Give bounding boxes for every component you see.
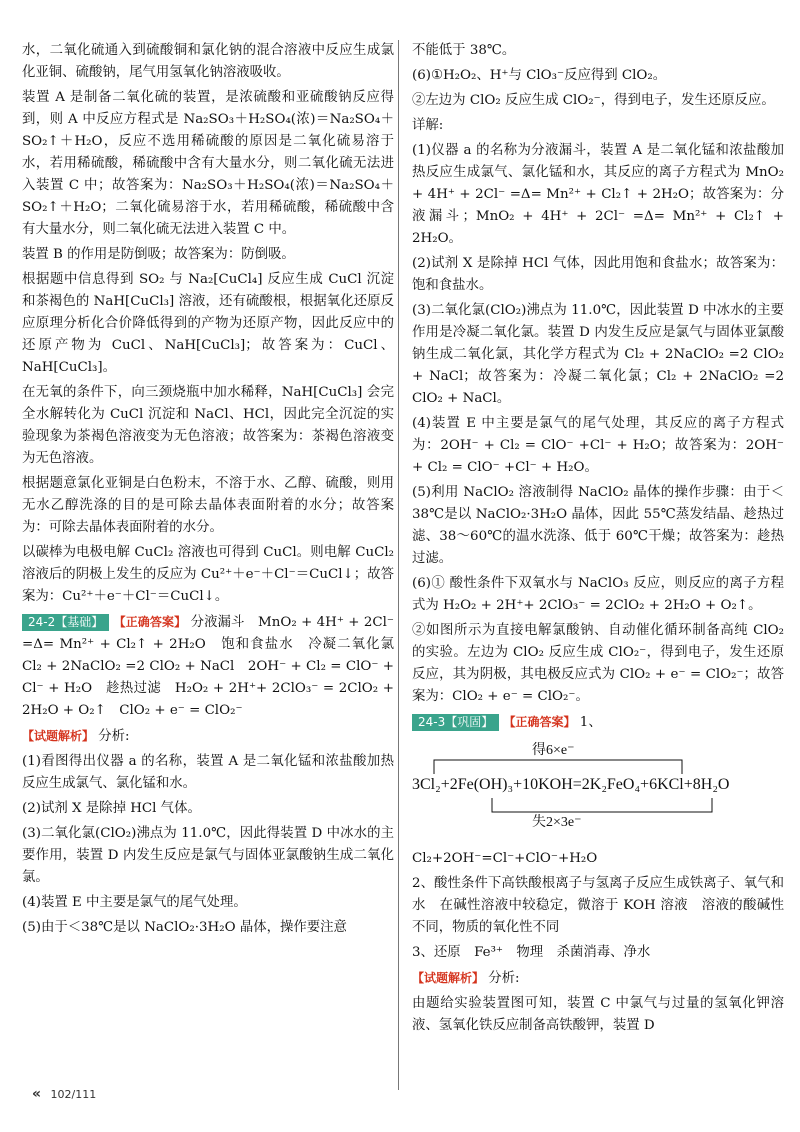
- column-divider: [398, 40, 399, 1090]
- paragraph: (3)二氧化氯(ClO₂)沸点为 11.0℃，因此装置 D 中冰水的主要作用是冷凝二氧化氯。装置 D 内发生反应是氯气与固体亚氯酸钠生成二氧化氯，其化学方程式为 Cl₂ + 2NaClO₂ =2 ClO₂ + NaCl；故答案为：冷凝二氧化氯；Cl₂ + 2NaClO₂ =2 ClO₂ + NaCl。: [412, 303, 784, 406]
- paragraph: (1)仪器 a 的名称为分液漏斗，装置 A 是二氧化锰和浓盐酸加热反应生成氯气、氯化锰和水，其反应的离子方程式为 MnO₂ + 4H⁺ + 2Cl⁻ =Δ= Mn²⁺ + Cl₂↑ + 2H₂O；故答案为：分液漏斗；MnO₂ + 4H⁺ + 2Cl⁻ =Δ= Mn²⁺ + Cl₂↑ + 2H₂O。: [412, 143, 784, 246]
- paragraph: Cl₂+2OH⁻=Cl⁻+ClO⁻+H₂O: [412, 851, 598, 866]
- analysis-item: (4)装置 E 中主要是氯气的尾气处理。: [22, 895, 247, 910]
- paragraph: (2)试剂 X 是除掉 HCl 气体，因此用饱和食盐水；故答案为：饱和食盐水。: [412, 256, 784, 293]
- page-number: 102/111: [50, 1088, 97, 1101]
- answer-label: 【正确答案】: [113, 615, 187, 629]
- paragraph: 在无氧的条件下，向三颈烧瓶中加水稀释，NaH[CuCl₃] 会完全水解转化为 CuCl 沉淀和 NaCl、HCl，因此完全沉淀的实验现象为茶褐色溶液变为无色溶液；故答案为：茶褐色溶液变为无色溶液。: [22, 385, 394, 466]
- paragraph: (5)利用 NaClO₂ 溶液制得 NaClO₂ 晶体的操作步骤：由于＜38℃是以 NaClO₂·3H₂O 晶体，因此 55℃蒸发结晶、趁热过滤、38～60℃的温水洗涤、低于 60℃干燥；故答案为：趁热过滤。: [412, 485, 784, 566]
- paragraph: 2、酸性条件下高铁酸根离子与氢离子反应生成铁离子、氧气和水 在碱性溶液中较稳定，微溶于 KOH 溶液 溶液的酸碱性不同，物质的氧化性不同: [412, 876, 784, 935]
- paragraph: ②如图所示为直接电解氯酸钠、自动催化循环制备高纯 ClO₂ 的实验。左边为 ClO₂ 反应生成 ClO₂⁻，得到电子，发生还原反应，其为阴极，其电极反应式为 ClO₂ + e⁻ = ClO₂⁻；故答案为：ClO₂ + e⁻ = ClO₂⁻。: [412, 623, 784, 704]
- analysis-text: 由题给实验装置图可知，装置 C 中氯气与过量的氢氧化钾溶液、氢氧化铁反应制备高铁酸钾，装置 D: [412, 996, 784, 1033]
- analysis-heading: [22, 725, 394, 748]
- page-footer: [32, 1086, 96, 1102]
- paragraph: 根据题中信息得到 SO₂ 与 Na₂[CuCl₄] 反应生成 CuCl 沉淀和茶褐色的 NaH[CuCl₃] 溶液，还有硫酸根，根据氧化还原反应原理分析化合价降低得到的产物为还原产物，因此反应中的还原产物为 CuCl、NaH[CuCl₃]；故答案为：CuCl、NaH[CuCl₃]。: [22, 272, 394, 375]
- right-column: [412, 40, 784, 1040]
- paragraph: 不能低于 38℃。: [412, 43, 516, 58]
- analysis-heading: [412, 967, 784, 990]
- paragraph: 以碳棒为电极电解 CuCl₂ 溶液也可得到 CuCl。则电解 CuCl₂ 溶液后的阴极上发生的反应为 Cu²⁺＋e⁻＋Cl⁻＝CuCl↓；故答案为：Cu²⁺＋e⁻＋Cl⁻＝CuCl↓。: [22, 545, 394, 604]
- redox-equation: 3Cl₂+2Fe(OH)₃+10KOH=2K₂FeO₄+6KCl+8H₂O: [412, 776, 730, 793]
- section-tag: 24-3【巩固】: [412, 714, 499, 731]
- paragraph: (4)装置 E 中主要是氯气的尾气处理，其反应的离子方程式为：2OH⁻ + Cl₂ = ClO⁻ +Cl⁻ + H₂O；故答案为：2OH⁻ + Cl₂ = ClO⁻ +Cl⁻ + H₂O。: [412, 416, 784, 475]
- paragraph: 3、还原 Fe³⁺ 物理 杀菌消毒、净水: [412, 945, 651, 960]
- analysis-item: (5)由于＜38℃是以 NaClO₂·3H₂O 晶体，操作要注意: [22, 920, 347, 935]
- answer-number: 1、: [579, 715, 602, 730]
- paragraph: 根据题意氯化亚铜是白色粉末，不溶于水、乙醇、硫酸，则用无水乙醇洗涤的目的是可除去晶体表面附着的水分；故答案为：可除去晶体表面附着的水分。: [22, 476, 394, 535]
- answer-label: 【正确答案】: [503, 715, 576, 729]
- electron-loss-label: 失2×3e⁻: [532, 815, 582, 830]
- electron-transfer-diagram: [412, 740, 784, 844]
- paragraph: ②左边为 ClO₂ 反应生成 ClO₂⁻，得到电子，发生还原反应。: [412, 93, 775, 108]
- paragraph: (6)①H₂O₂、H⁺与 ClO₃⁻反应得到 ClO₂。: [412, 68, 667, 83]
- analysis-word: 分析:: [98, 729, 130, 744]
- analysis-item: (1)看图得出仪器 a 的名称，装置 A 是二氧化锰和浓盐酸加热反应生成氯气、氯化锰和水。: [22, 754, 394, 791]
- answer-block: [22, 611, 408, 722]
- analysis-label: 【试题解析】: [412, 971, 485, 985]
- paragraph: 详解:: [412, 118, 444, 133]
- paragraph: 装置 B 的作用是防倒吸；故答案为：防倒吸。: [22, 247, 295, 262]
- electron-gain-label: 得6×e⁻: [532, 743, 575, 758]
- analysis-item: (2)试剂 X 是除掉 HCl 气体。: [22, 801, 201, 816]
- double-chevron-icon: «: [32, 1086, 42, 1102]
- left-column: [22, 40, 408, 942]
- section-tag: 24-2【基础】: [22, 614, 109, 631]
- answer-text: 分液漏斗 MnO₂ + 4H⁺ + 2Cl⁻ =Δ= Mn²⁺ + Cl₂↑ + 2H₂O 饱和食盐水 冷凝二氧化氯 Cl₂ + 2NaClO₂ =2 ClO₂ + NaCl 2OH⁻ + Cl₂ = ClO⁻ + Cl⁻ + H₂O 趁热过滤 H₂O₂ + 2H⁺+ 2ClO₃⁻ = 2ClO₂ + 2H₂O + O₂↑ ClO₂ + e⁻ = ClO₂⁻: [22, 615, 408, 718]
- analysis-word: 分析:: [488, 971, 520, 986]
- paragraph: 水，二氧化硫通入到硫酸铜和氯化钠的混合溶液中反应生成氯化亚铜、硫酸钠，尾气用氢氧化钠溶液吸收。: [22, 43, 394, 80]
- analysis-label: 【试题解析】: [22, 729, 95, 743]
- paragraph: 装置 A 是制备二氧化硫的装置，是浓硫酸和亚硫酸钠反应得到，则 A 中反应方程式是 Na₂SO₃＋H₂SO₄(浓)＝Na₂SO₄＋SO₂↑＋H₂O，反应不选用稀硫酸的原因是二氧化硫易溶于水，若用稀硫酸，稀硫酸中含有大量水分，则二氧化硫无法进入装置 C 中；故答案为：Na₂SO₃＋H₂SO₄(浓)＝Na₂SO₄＋SO₂↑＋H₂O；二氧化硫易溶于水，若用稀硫酸，稀硫酸中含有大量水分，则二氧化硫无法进入装置 C 中。: [22, 90, 394, 237]
- analysis-item: (3)二氧化氯(ClO₂)沸点为 11.0℃，因此得装置 D 中冰水的主要作用，装置 D 内发生反应是氯气与固体亚氯酸钠生成二氧化氯。: [22, 826, 394, 885]
- paragraph: (6)① 酸性条件下双氧水与 NaClO₃ 反应，则反应的离子方程式为 H₂O₂ + 2H⁺+ 2ClO₃⁻ = 2ClO₂ + 2H₂O + O₂↑。: [412, 576, 784, 613]
- answer-block: [412, 711, 784, 734]
